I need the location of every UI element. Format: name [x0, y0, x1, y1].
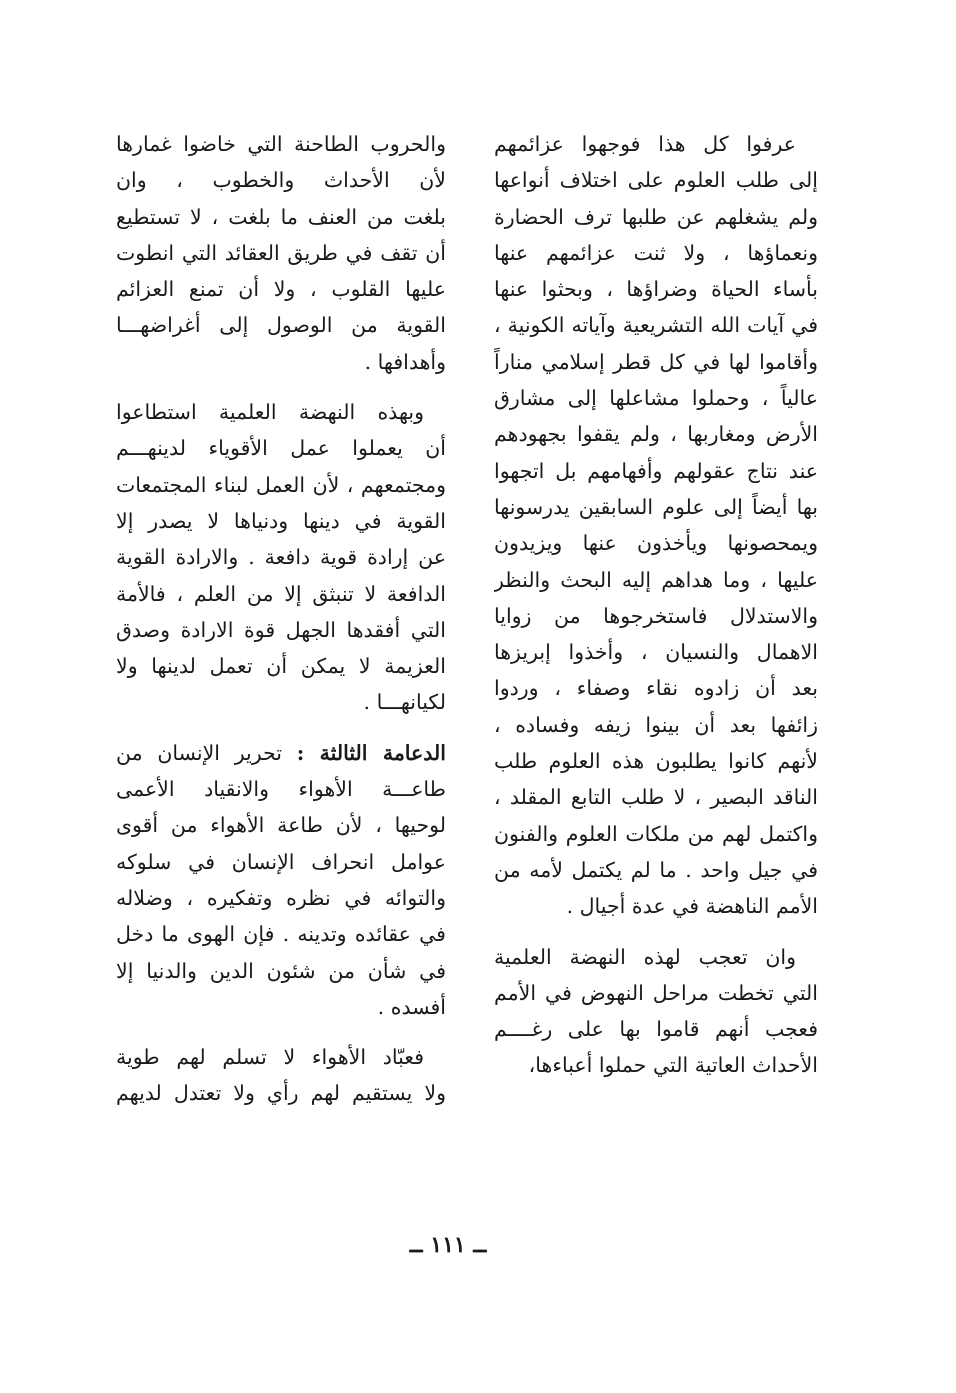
line-text: لوحيها ، لأن طاعة الأهواء من أقوى — [116, 813, 446, 838]
line-text: عن إرادة قوية دافعة . والارادة القوية — [116, 545, 446, 570]
line-text: القوية في دينها ودنياها لا يصدر إلا — [116, 508, 446, 533]
line-text: أن يعملوا عمل الأقوياء لدينهـــم — [116, 436, 446, 461]
line-text: العزيمة لا يمكن أن تعمل لدينها ولا — [116, 654, 446, 679]
text-line — [494, 525, 818, 561]
text-column-right — [494, 126, 818, 1084]
line-text: في عقائده وتدينه . فإن الهوى ما دخل — [116, 922, 446, 947]
text-line — [116, 771, 446, 807]
line-text: بها أيضاً إلى علوم السابقين يدرسونها — [494, 494, 818, 519]
line-text: عليها القلوب ، ولا أن تمنع العزائم — [116, 277, 446, 302]
text-line — [494, 162, 818, 198]
text-line — [494, 598, 818, 634]
text-line — [116, 648, 446, 684]
text-line — [494, 634, 818, 670]
text-line — [116, 807, 446, 843]
line-text: عند نتاج عقولهم وأفهامهم بل اتجهوا — [494, 458, 818, 483]
line-text: وان تعجب لهذه النهضة العلمية — [494, 944, 796, 969]
line-text: في آيات الله التشريعية وآياته الكونية ، — [494, 313, 818, 338]
line-text: ومجتمعهم ، لأن العمل لبناء المجتمعات — [116, 472, 446, 497]
text-line — [116, 989, 446, 1025]
line-text: أفسده . — [377, 994, 446, 1019]
line-text: ويمحصونها ويأخذون عنها ويزيدون — [494, 531, 818, 556]
text-line — [494, 1011, 818, 1047]
line-text: عالياً ، وحملوا مشاعلها إلى مشارق — [494, 386, 818, 411]
line-text: وأقاموا لها في كل قطر إسلامي مناراً — [494, 349, 818, 374]
line-text: الأحداث العاتية التي حملوا أعباءها، — [528, 1053, 818, 1078]
line-text: بلغت من العنف ما بلغت ، لا تستطيع — [116, 204, 446, 229]
text-line — [116, 126, 446, 162]
text-line — [116, 271, 446, 307]
line-text: بأساء الحياة وضراؤها ، وبحثوا عنها — [494, 277, 818, 302]
text-line — [494, 562, 818, 598]
text-line — [494, 416, 818, 452]
text-line — [494, 199, 818, 235]
text-line — [116, 539, 446, 575]
line-text: زائفها بعد أن بينوا زيفه وفساده ، — [494, 712, 818, 737]
line-text: لأنهم كانوا يطلبون هذه العلوم طلب — [494, 749, 818, 774]
text-line — [116, 735, 446, 771]
line-text: الأرض ومغاربها ، ولم يقفوا بجهودهم — [494, 422, 818, 447]
text-line — [116, 880, 446, 916]
text-line — [494, 939, 818, 975]
text-line — [494, 380, 818, 416]
text-line — [494, 1047, 818, 1083]
line-text: عليها ، وما هداهم إليه البحث والنظر — [494, 567, 818, 592]
text-line — [116, 199, 446, 235]
text-line — [116, 576, 446, 612]
line-text: ولم يشغلهم عن طلبها ترف الحضارة — [494, 204, 818, 229]
line-text: في جيل واحد . ما لم يكتمل لأمه من — [494, 857, 818, 882]
text-line — [116, 844, 446, 880]
text-line — [116, 162, 446, 198]
line-text: أن تقف في طريق العقائد التي انطوت — [116, 240, 446, 265]
text-line — [116, 1075, 446, 1111]
text-line — [116, 344, 446, 380]
text-line — [494, 888, 818, 924]
text-line — [494, 816, 818, 852]
line-text: وبهذه النهضة العلمية استطاعوا — [116, 400, 424, 425]
line-text: عوامل انحراف الإنسان في سلوكه — [116, 849, 446, 874]
line-text: ونعماؤها ، ولا ثنت عزائمهم عنها — [494, 240, 818, 265]
text-line — [494, 670, 818, 706]
paragraph-gap — [494, 925, 818, 939]
text-line — [116, 394, 446, 430]
text-line — [116, 953, 446, 989]
paragraph-gap — [116, 380, 446, 394]
text-line — [116, 1039, 446, 1075]
text-line — [494, 743, 818, 779]
text-line — [116, 235, 446, 271]
text-line — [494, 453, 818, 489]
text-line — [116, 503, 446, 539]
line-text: بعد أن زادوه نقاء وصفاء ، وردوا — [494, 676, 818, 701]
text-line — [116, 307, 446, 343]
line-text: والحروب الطاحنة التي خاضوا غمارها — [116, 132, 446, 156]
line-text: وأهدافها . — [364, 349, 446, 374]
line-text: عرفوا كل هذا فوجهوا عزائمهم — [494, 132, 796, 156]
text-line — [494, 235, 818, 271]
line-text: ولا يستقيم لهم رأي ولا تعتدل لديهم — [116, 1081, 446, 1106]
line-text: واكتمل لهم من ملكات العلوم والفنون — [494, 821, 818, 846]
text-column-left — [116, 126, 446, 1112]
line-text: القوية من الوصول إلى أغراضهـــا — [116, 313, 446, 338]
text-line — [494, 707, 818, 743]
line-text: في شأن من شئون الدين والدنيا إلا — [116, 958, 446, 983]
text-line — [116, 916, 446, 952]
text-line — [494, 126, 818, 162]
line-text: التي تخطت مراحل النهوض في الأمم — [494, 980, 818, 1005]
text-line — [116, 684, 446, 720]
line-text: الاهمال والنسيان ، وأخذوا إبريزها — [494, 640, 818, 665]
line-text: لكيانهـــا . — [363, 690, 446, 715]
line-text: فعجب أنهم قاموا بها على رغــــم — [494, 1017, 818, 1042]
line-text: طاعـــة الأهواء والانقياد الأعمى — [116, 777, 446, 802]
line-text: الناقد البصير ، لا طلب التابع المقلد ، — [494, 785, 818, 810]
text-line — [494, 975, 818, 1011]
text-line — [494, 852, 818, 888]
text-line — [116, 467, 446, 503]
line-text: تحرير الإنسان من — [116, 740, 297, 765]
line-text: الدافعة لا تنبثق إلا من العلم ، فالأمة — [116, 581, 446, 606]
line-text: التي أفقدها الجهل قوة الارادة وصدق — [116, 617, 446, 642]
paragraph-gap — [116, 1025, 446, 1039]
line-text: فعبّاد الأهواء لا تسلم لهم طوية — [116, 1045, 424, 1070]
line-text: إلى طلب العلوم على اختلاف أنواعها — [494, 168, 818, 193]
text-line — [494, 489, 818, 525]
line-text: والتوائه في نظره وتفكيره ، وضلاله — [116, 885, 446, 910]
paragraph-gap — [116, 721, 446, 735]
line-text: والاستدلال فاستخرجوها من زوايا — [494, 603, 818, 628]
section-heading: الدعامة الثالثة : — [296, 740, 446, 765]
line-text: لأن الأحداث والخطوب ، وان — [116, 168, 446, 193]
text-line — [494, 307, 818, 343]
text-line — [494, 344, 818, 380]
text-line — [494, 779, 818, 815]
text-line — [494, 271, 818, 307]
text-line — [116, 612, 446, 648]
page-number: ــ ١١١ ــ — [409, 1232, 487, 1258]
line-text: الأمم الناهضة في عدة أجيال . — [566, 894, 818, 919]
text-line — [116, 430, 446, 466]
